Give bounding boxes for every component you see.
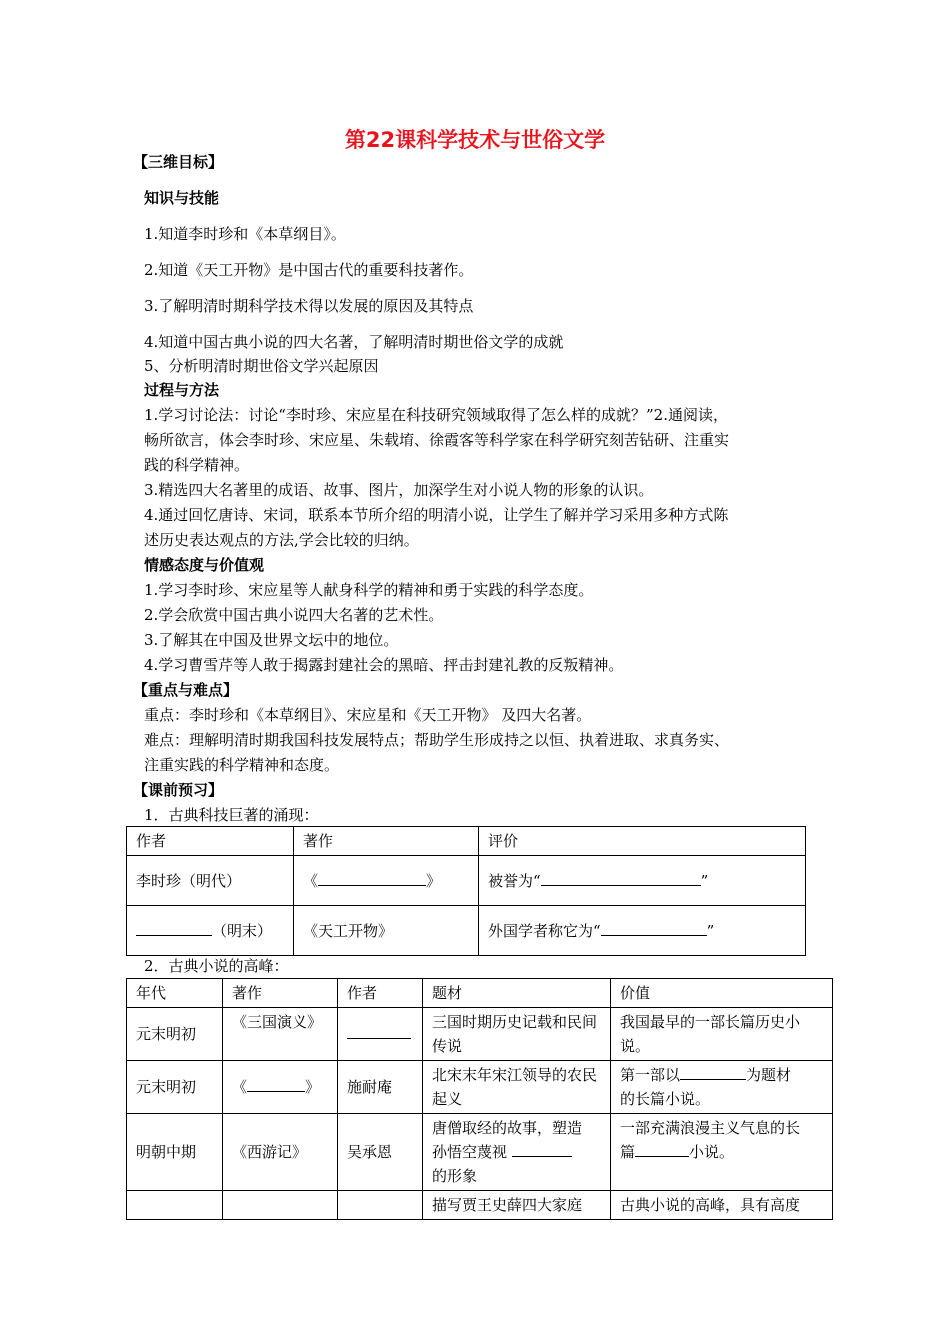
table-header-row	[127, 827, 806, 856]
header-cell: 年代	[127, 979, 223, 1008]
value-prefix: 一部充满浪漫主义气息的长	[620, 1119, 801, 1137]
cell-value	[611, 1114, 833, 1191]
header-cell: 题材	[423, 979, 611, 1008]
blank-subject[interactable]	[512, 1140, 572, 1157]
keypoint-line: 难点：理解明清时期我国科技发展特点；帮助学生形成持之以恒、执着进取、求真务实、	[144, 731, 730, 749]
cell-work	[223, 1061, 338, 1114]
table-row	[127, 1008, 833, 1061]
section-heading-preview: 【课前预习】	[133, 781, 224, 799]
work-open: 《	[303, 871, 319, 890]
cell-era: 元末明初	[127, 1008, 223, 1061]
knowledge-item: 4.知道中国古典小说的四大名著，了解明清时期世俗文学的成就	[144, 333, 564, 351]
cell-subject: 描写贾王史薛四大家庭	[423, 1191, 611, 1220]
work-open: 《	[232, 1078, 248, 1096]
table-row	[127, 1114, 833, 1191]
knowledge-item: 1.知道李时珍和《本草纲目》。	[144, 225, 346, 243]
subject-mid: 孙悟空蔑视	[432, 1143, 508, 1161]
value-mid: 为题材	[746, 1066, 792, 1084]
cell-value: 我国最早的一部长篇历史小说。	[611, 1008, 833, 1061]
keypoint-line: 注重实践的科学精神和态度。	[144, 756, 340, 774]
cell-work: 《天工开物》	[294, 906, 479, 956]
cell-work: 《西游记》	[223, 1114, 338, 1191]
process-line: 畅所欲言，体会李时珍、宋应星、朱载堉、徐霞客等科学家在科学研究刻苦钻研、注重实	[144, 431, 730, 449]
knowledge-item: 3.了解明清时期科学技术得以发展的原因及其特点	[144, 297, 474, 315]
header-cell: 作者	[127, 827, 294, 856]
question-2: 2．古典小说的高峰：	[144, 957, 289, 975]
eval-prefix: 外国学者称它为“	[488, 921, 601, 940]
header-cell: 价值	[611, 979, 833, 1008]
cell-subject: 北宋末年宋江领导的农民起义	[423, 1061, 611, 1114]
eval-suffix: ”	[700, 871, 709, 890]
cell-author: 施耐庵	[338, 1061, 423, 1114]
work-close: 》	[426, 871, 442, 890]
blank-author[interactable]	[136, 919, 212, 936]
process-line: 4.通过回忆唐诗、宋词，联系本节所介绍的明清小说，让学生了解并学习采用多种方式陈	[144, 506, 729, 524]
subheading-knowledge: 知识与技能	[144, 189, 220, 207]
blank-value[interactable]	[635, 1140, 689, 1157]
header-cell: 作者	[338, 979, 423, 1008]
cell-era: 明朝中期	[127, 1114, 223, 1191]
knowledge-item: 5、分析明清时期世俗文学兴起原因	[144, 357, 379, 375]
cell-work: 《三国演义》	[223, 1008, 338, 1061]
cell-era: 元末明初	[127, 1061, 223, 1114]
cell-author	[127, 906, 294, 956]
eval-suffix: ”	[706, 921, 715, 940]
table-row	[127, 1191, 833, 1220]
value-suffix: 的长篇小说。	[620, 1090, 711, 1108]
question-1: 1．古典科技巨著的涌现：	[144, 806, 319, 824]
cell-author	[338, 1191, 423, 1220]
subheading-emotion: 情感态度与价值观	[144, 556, 265, 574]
cell-work	[223, 1191, 338, 1220]
table-novels	[126, 978, 833, 1220]
header-cell: 著作	[294, 827, 479, 856]
process-line: 3.精选四大名著里的成语、故事、图片，加深学生对小说人物的形象的认识。	[144, 481, 654, 499]
knowledge-item: 2.知道《天工开物》是中国古代的重要科技著作。	[144, 261, 474, 279]
cell-subject	[423, 1114, 611, 1191]
value-mid: 篇	[620, 1143, 636, 1161]
cell-author: 李时珍（明代）	[127, 856, 294, 906]
cell-value: 古典小说的高峰，具有高度	[611, 1191, 833, 1220]
process-line: 践的科学精神。	[144, 456, 250, 474]
page-title: 第22课科学技术与世俗文学	[344, 128, 606, 152]
keypoint-line: 重点：李时珍和《本草纲目》、宋应星和《天工开物》 及四大名著。	[144, 706, 592, 724]
subheading-process: 过程与方法	[144, 381, 220, 399]
eval-prefix: 被誉为“	[488, 871, 541, 890]
table-science-works	[126, 826, 806, 956]
cell-era	[127, 1191, 223, 1220]
table-row	[127, 856, 806, 906]
emotion-item: 1.学习李时珍、宋应星等人献身科学的精神和勇于实践的科学态度。	[144, 581, 594, 599]
table-header-row	[127, 979, 833, 1008]
cell-value	[611, 1061, 833, 1114]
section-heading-keypoints: 【重点与难点】	[133, 681, 239, 699]
emotion-item: 2.学会欣赏中国古典小说四大名著的艺术性。	[144, 606, 444, 624]
blank-eval[interactable]	[601, 919, 707, 936]
cell-author	[338, 1008, 423, 1061]
cell-author: 吴承恩	[338, 1114, 423, 1191]
blank-eval[interactable]	[541, 869, 701, 886]
header-cell: 评价	[479, 827, 806, 856]
value-suffix: 小说。	[689, 1143, 735, 1161]
blank-author[interactable]	[347, 1022, 411, 1039]
blank-value[interactable]	[680, 1063, 746, 1080]
cell-work	[294, 856, 479, 906]
work-close: 》	[305, 1078, 321, 1096]
blank-work[interactable]	[247, 1075, 305, 1092]
emotion-item: 4.学习曹雪芹等人敢于揭露封建社会的黑暗、抨击封建礼教的反叛精神。	[144, 656, 624, 674]
process-line: 1.学习讨论法：讨论“李时珍、宋应星在科技研究领域取得了怎么样的成就？”2.通阅读，	[144, 406, 728, 424]
blank-work[interactable]	[318, 869, 426, 886]
process-line: 述历史表达观点的方法,学会比较的归纳。	[144, 531, 419, 549]
table-row	[127, 906, 806, 956]
value-prefix: 第一部以	[620, 1066, 681, 1084]
subject-prefix: 唐僧取经的故事，塑造	[432, 1119, 583, 1137]
author-suffix: （明末）	[212, 921, 273, 940]
emotion-item: 3.了解其在中国及世界文坛中的地位。	[144, 631, 399, 649]
subject-suffix: 的形象	[432, 1167, 478, 1185]
cell-eval	[479, 906, 806, 956]
header-cell: 著作	[223, 979, 338, 1008]
table-row	[127, 1061, 833, 1114]
cell-subject: 三国时期历史记载和民间传说	[423, 1008, 611, 1061]
section-heading-goals: 【三维目标】	[133, 153, 224, 171]
cell-eval	[479, 856, 806, 906]
